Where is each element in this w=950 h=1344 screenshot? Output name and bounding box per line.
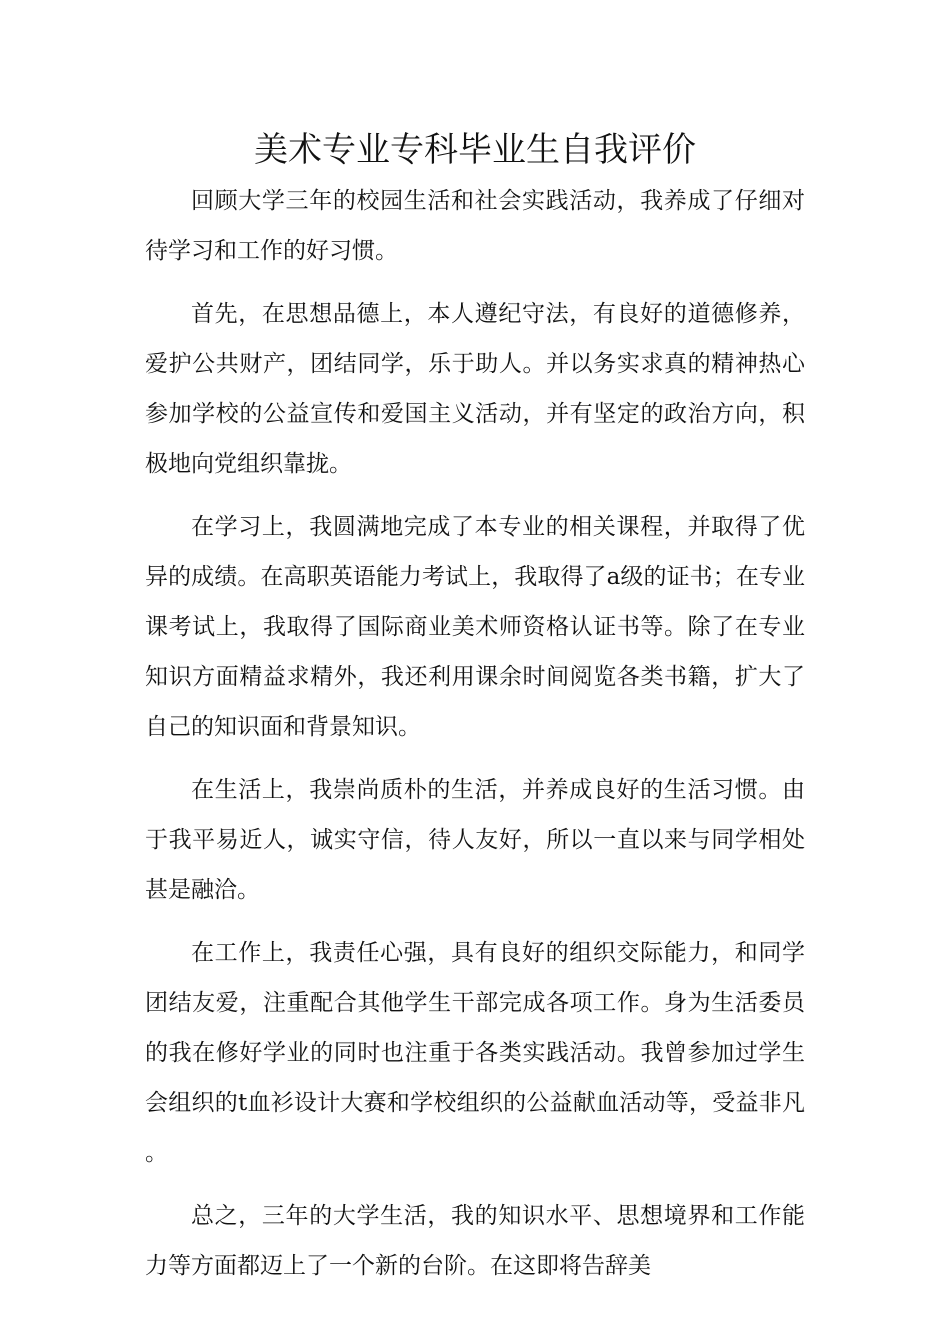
- document-title: 美术专业专科毕业生自我评价: [254, 130, 696, 170]
- paragraph-study: 在学习上，我圆满地完成了本专业的相关课程，并取得了优异的成绩。在高职英语能力考试上，我取得了a级的证书；在专业课考试上，我取得了国际商业美术师资格认证书等。除了在专业知识方面精益求精外，我还利用课余时间阅览各类书籍，扩大了自己的知识面和背景知识。: [145, 514, 805, 740]
- document-body: [145, 176, 805, 1291]
- paragraph-summary: 总之，三年的大学生活，我的知识水平、思想境界和工作能力等方面都迈上了一个新的台阶。在这即将告辞美: [145, 1203, 805, 1279]
- paragraph-intro: 回顾大学三年的校园生活和社会实践活动，我养成了仔细对待学习和工作的好习惯。: [145, 188, 805, 264]
- paragraph-life: 在生活上，我崇尚质朴的生活，并养成良好的生活习惯。由于我平易近人，诚实守信，待人友好，所以一直以来与同学相处甚是融洽。: [145, 777, 805, 903]
- paragraph-work: 在工作上，我责任心强，具有良好的组织交际能力，和同学团结友爱，注重配合其他学生干部完成各项工作。身为生活委员的我在修好学业的同时也注重于各类实践活动。我曾参加过学生会组织的t血衫设计大赛和学校组织的公益献血活动等，受益非凡。: [145, 940, 805, 1166]
- paragraph-moral: 首先，在思想品德上，本人遵纪守法，有良好的道德修养，爱护公共财产，团结同学，乐于助人。并以务实求真的精神热心参加学校的公益宣传和爱国主义活动，并有坚定的政治方向，积极地向党组织靠拢。: [145, 301, 805, 477]
